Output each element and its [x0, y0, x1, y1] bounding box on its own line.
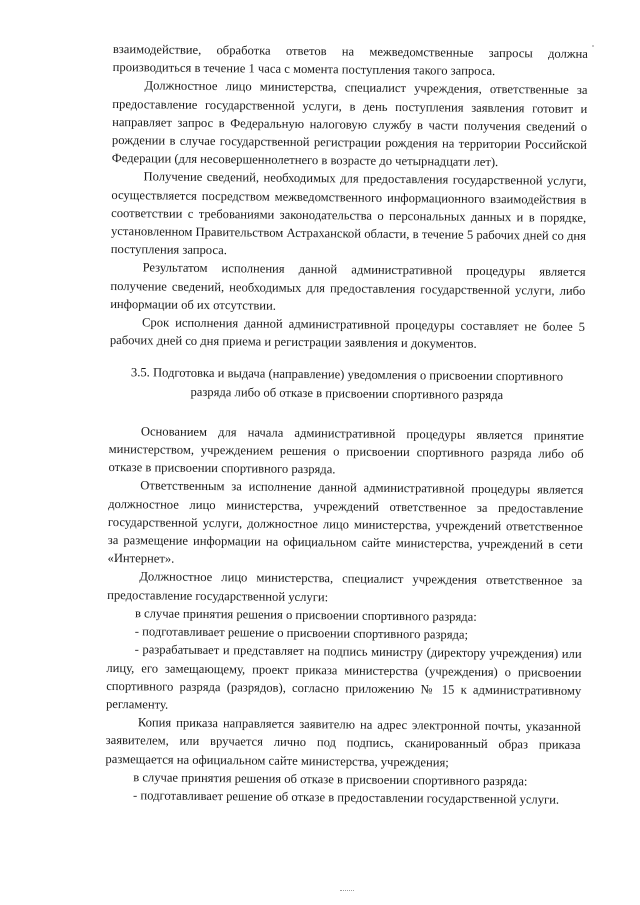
paragraph-deadline: Срок исполнения данной административной процедуры составляет не более 5 рабочих дней со дня приема и регистрации заявления и документов. — [109, 315, 586, 352]
section-heading: 3.5. Подготовка и выдача (направление) уведомления о присвоении спортивного разряда либо об отказе в присвоении спортивного разряда — [130, 365, 564, 402]
paragraph-responsible-officials: Ответственным за исполнение данной административной процедуры является должностное лицо министерства, учреждений ответственное за предоставление государственной услуги, должностное лицо министерства, учреждений ответственное за размещение информации на официальном сайте министерства, учреждений в сети «Интернет». — [107, 478, 584, 566]
list-item-draft-order: - разрабатывает и представляет на подпись министру (директору учреждения) или лицу, его замещающему, проект приказа министерства (учреждения) о присвоении спортивного разряда (разрядов), согласно приложению № 15 к административному регламенту. — [105, 642, 582, 712]
paragraph-official-duties: Должностное лицо министерства, специалист учреждения ответственное за предоставление государственной услуги: — [107, 569, 583, 604]
paragraph-case-refusal: в случае принятия решения об отказе в присвоении спортивного разряда: — [133, 769, 528, 789]
list-item-prepare-decision: - подготавливает решение о присвоении спортивного разряда; — [134, 624, 469, 642]
paragraph-case-grant: в случае принятия решения о присвоении спортивного разряда: — [134, 606, 477, 624]
footer-dots — [340, 890, 354, 893]
paragraph-order-copy: Копия приказа направляется заявителю на адрес электронной почты, указанной заявителем, или вручается лично под подпись, сканированный образ приказа размещается на официальном сайте министерства, учреждения; — [105, 715, 581, 770]
paragraph-information-receipt: Получение сведений, необходимых для предоставления государственной услуги, осуществляется посредством межведомственного информационного взаимодействия в соответствии с требованиями законодательства о персональных данных и в порядке, установленном Правительством Астраханской области, в течение 5 рабочих дней со дня поступления запроса. — [110, 169, 587, 258]
document-body — [105, 40, 588, 809]
paragraph-official-request: Должностное лицо министерства, специалист учреждения, ответственные за предоставление государственной услуги, в день поступления заявления готовит и направляет запрос в Федеральную налоговую службу в части получения сведений о рождении в случае государственной регистрации рождения на территории Российской Федерации (для несовершеннолетнего в возрасте до четырнадцати лет). — [111, 78, 588, 170]
paragraph-procedure-basis: Основанием для начала административной процедуры является принятие министерством, учреждением решения о присвоении спортивного разряда либо об отказе в присвоении спортивного разряда. — [108, 424, 584, 477]
scan-speck — [592, 45, 594, 47]
paragraph-continuation: взаимодействие, обработка ответов на межведомственные запросы должна производиться в течение 1 часа с момента поступления такого запроса. — [112, 41, 588, 79]
paragraph-result: Результатом исполнения данной административной процедуры является получение сведений, необходимых для предоставления государственной услуги, либо информации об их отсутствии. — [110, 260, 586, 313]
list-item-prepare-refusal: - подготавливает решение об отказе в предоставлении государственной услуги. — [133, 788, 560, 807]
